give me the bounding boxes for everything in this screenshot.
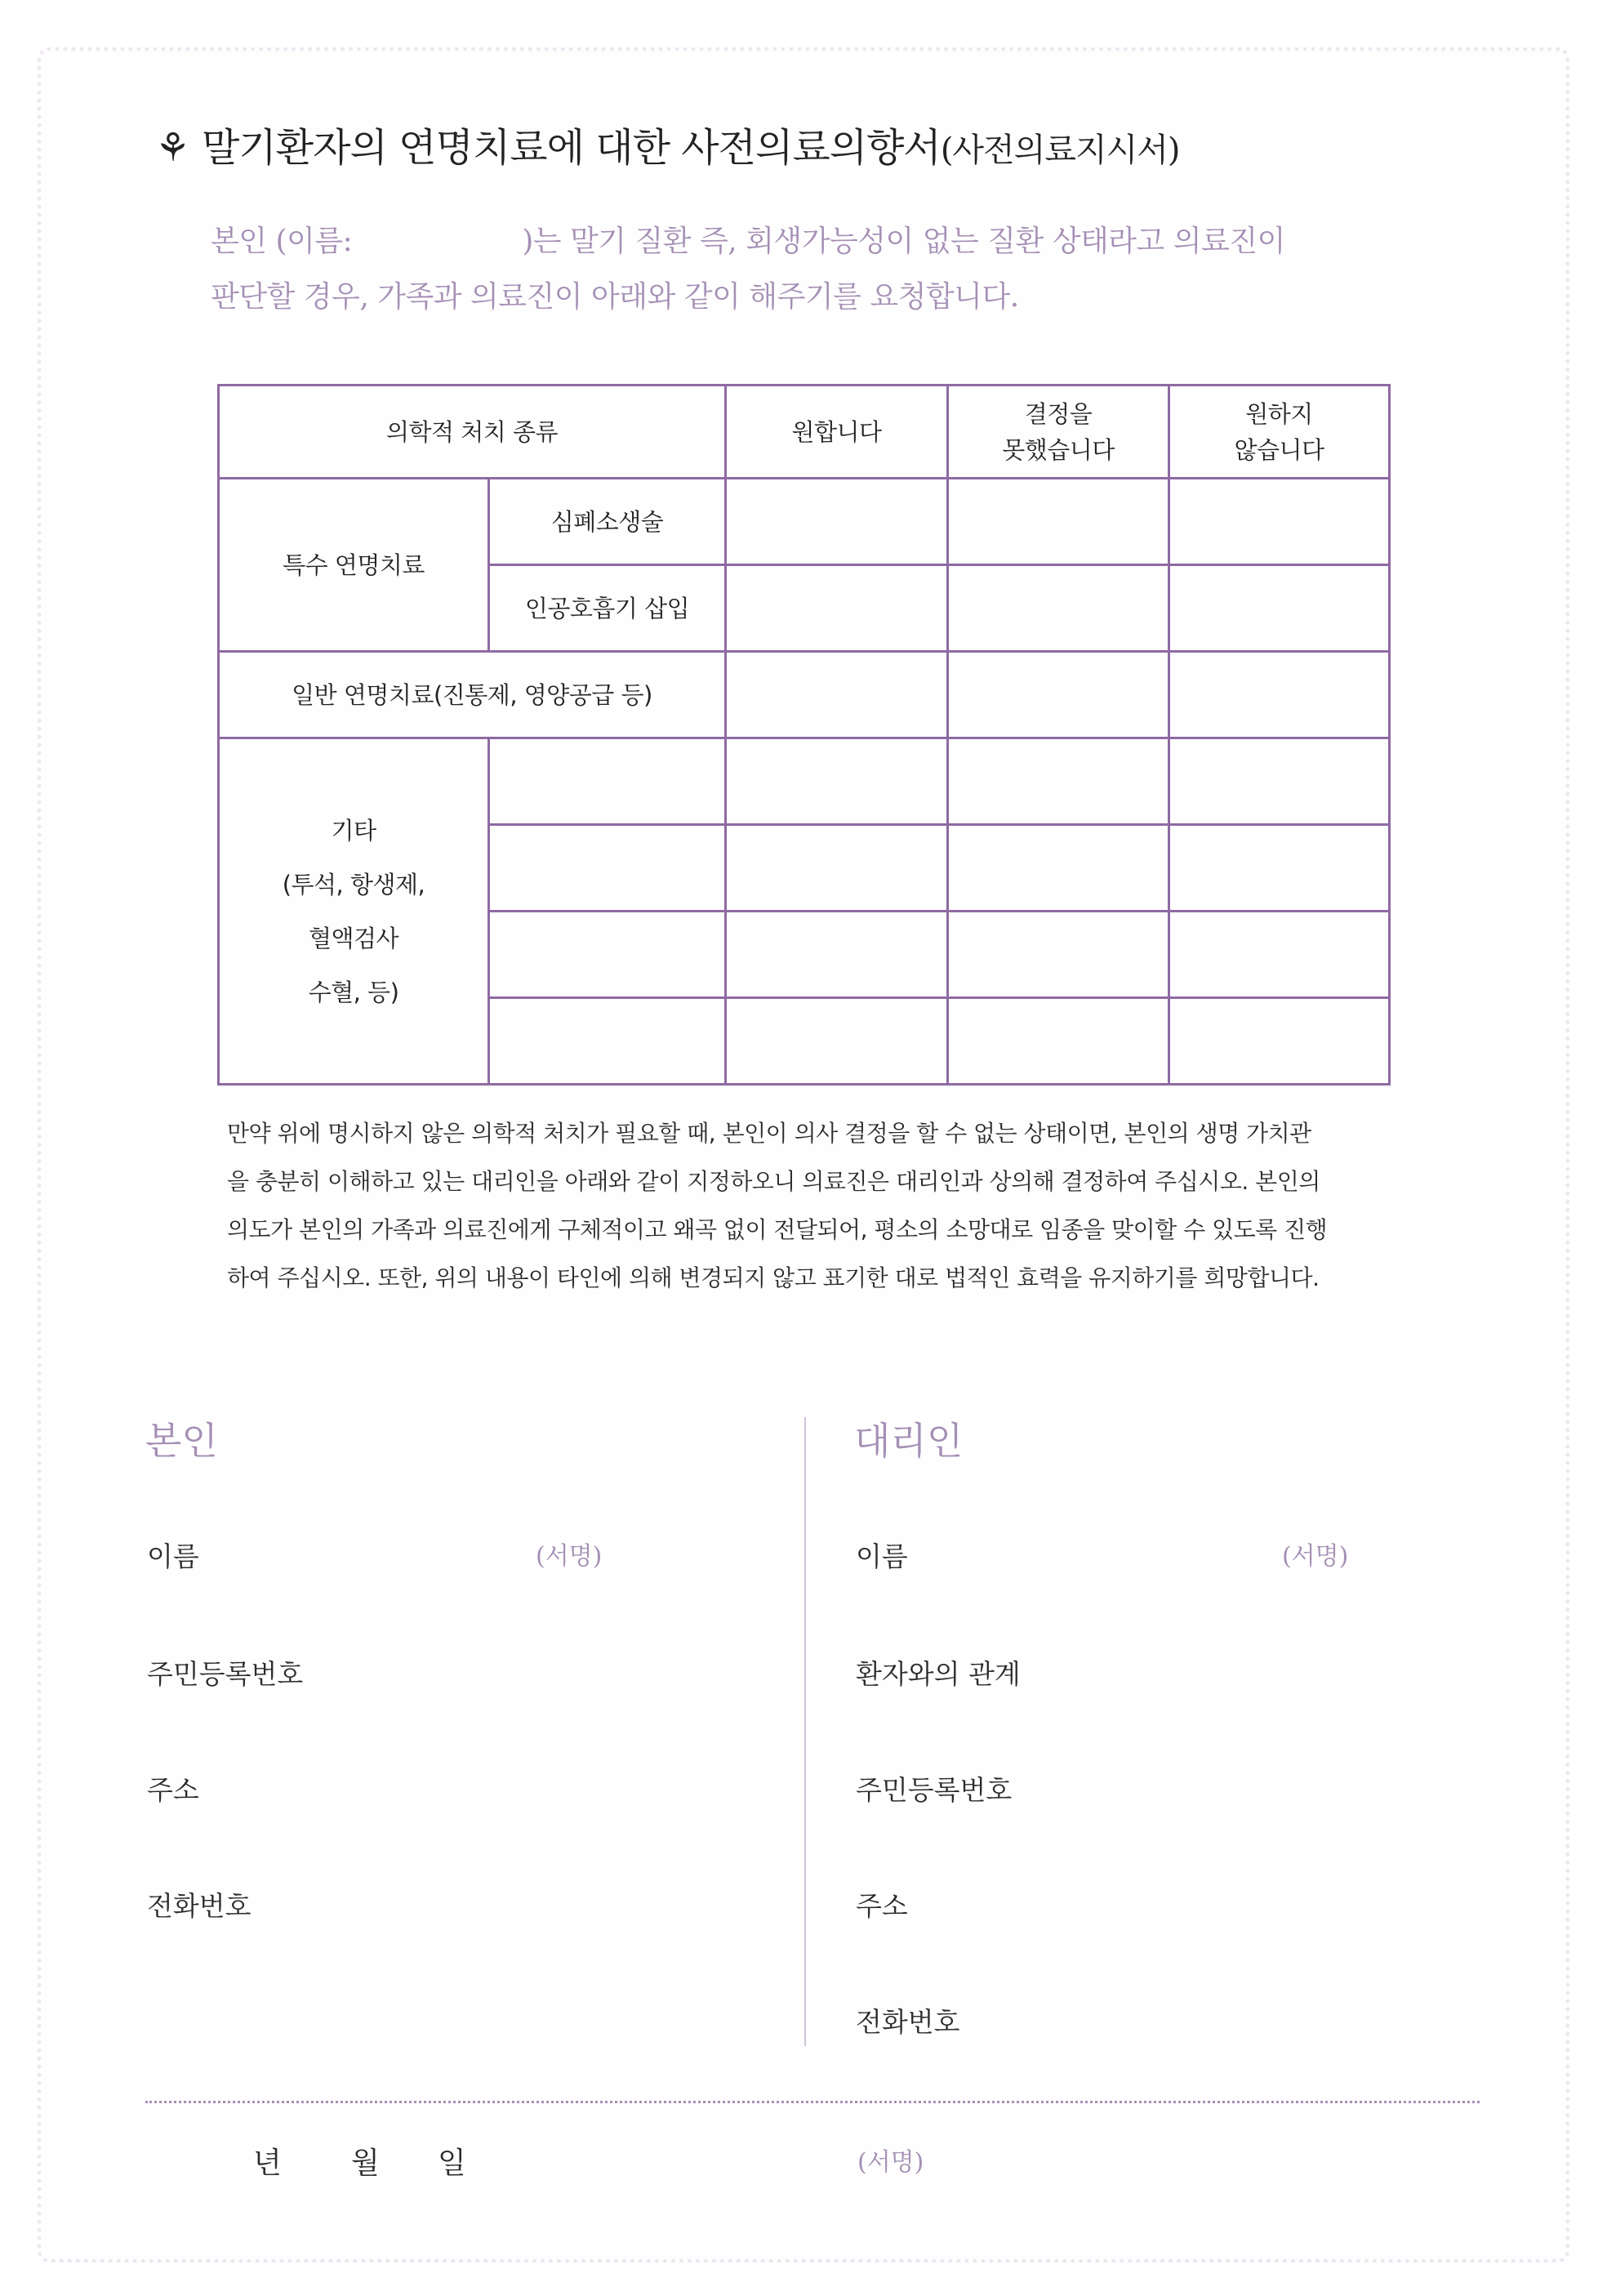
other-line-2: (투석, 항생제, <box>282 870 425 898</box>
other-want-cell[interactable] <box>726 998 948 1085</box>
date-month-label: 월 <box>351 2147 380 2180</box>
notice-line-4: 하여 주십시오. 또한, 위의 내용이 타인에 의해 변경되지 않고 표기한 대로 법적인 효력을 유지하기를 희망합니다. <box>227 1264 1320 1291</box>
self-resident-number-label: 주민등록번호 <box>147 1658 304 1690</box>
general-want-cell[interactable] <box>726 652 948 738</box>
other-line-1: 기타 <box>331 816 376 845</box>
special-treatment-group: 특수 연명치료 <box>219 479 489 652</box>
other-not-want-cell[interactable] <box>1169 998 1390 1085</box>
header-undecided <box>948 386 1169 479</box>
notice-line-2: 을 충분히 이해하고 있는 대리인을 아래와 같이 지정하오니 의료진은 대리인과 상의해 결정하여 주십시오. 본인의 <box>227 1168 1320 1195</box>
self-heading: 본인 <box>145 1419 218 1463</box>
other-treatment-group <box>219 738 489 1085</box>
title-sub: (사전의료지시서) <box>940 132 1180 169</box>
table-header-row <box>219 386 1390 479</box>
notice-line-1: 만약 위에 명시하지 않은 의학적 처치가 필요할 때, 본인이 의사 결정을 할 수 없는 상태이면, 본인의 생명 가치관 <box>227 1120 1311 1147</box>
header-want: 원합니다 <box>726 386 948 479</box>
general-undecided-cell[interactable] <box>948 652 1169 738</box>
date-day-label: 일 <box>438 2147 466 2180</box>
treatment-general: 일반 연명치료(진통제, 영양공급 등) <box>219 652 726 738</box>
header-treatment-type: 의학적 처치 종류 <box>219 386 726 479</box>
other-line-3: 혈액검사 <box>308 924 399 952</box>
other-line-4: 수혈, 등) <box>308 978 399 1006</box>
proxy-relation-label: 환자와의 관계 <box>856 1658 1021 1690</box>
proxy-resident-number-label: 주민등록번호 <box>856 1774 1013 1806</box>
title-main: 말기환자의 연명치료에 대한 사전의료의향서 <box>202 125 941 171</box>
proxy-sign-label: (서명) <box>1282 1542 1349 1571</box>
intro-line-2: 판단할 경우, 가족과 의료진이 아래와 같이 해주기를 요청합니다. <box>211 280 1019 314</box>
intro-line-1-rest: )는 말기 질환 즉, 회생가능성이 없는 질환 상태라고 의료진이 <box>522 225 1285 258</box>
table-row-general <box>219 652 1390 738</box>
other-item-cell[interactable] <box>489 738 726 825</box>
dotted-separator <box>145 2101 1480 2103</box>
proxy-address-label: 주소 <box>856 1890 908 1922</box>
section-divider <box>804 1417 806 2046</box>
ventilator-undecided-cell[interactable] <box>948 565 1169 652</box>
header-not-want-line-1: 원하지 <box>1245 399 1313 428</box>
other-undecided-cell[interactable] <box>948 912 1169 998</box>
other-item-cell[interactable] <box>489 825 726 912</box>
cpr-not-want-cell[interactable] <box>1169 479 1390 565</box>
table-row-other-1 <box>219 738 1390 825</box>
intro-name-label: 본인 (이름: <box>211 225 353 258</box>
other-want-cell[interactable] <box>726 825 948 912</box>
cpr-undecided-cell[interactable] <box>948 479 1169 565</box>
other-item-cell[interactable] <box>489 998 726 1085</box>
other-undecided-cell[interactable] <box>948 738 1169 825</box>
ventilator-not-want-cell[interactable] <box>1169 565 1390 652</box>
notice-line-3: 의도가 본인의 가족과 의료진에게 구체적이고 왜곡 없이 전달되어, 평소의 소망대로 임종을 맞이할 수 있도록 진행 <box>227 1216 1328 1243</box>
notice-paragraph <box>227 1109 1387 1302</box>
header-undecided-line-2: 못했습니다 <box>1002 435 1115 464</box>
proxy-phone-label: 전화번호 <box>856 2006 960 2038</box>
self-phone-label: 전화번호 <box>147 1890 252 1922</box>
other-not-want-cell[interactable] <box>1169 738 1390 825</box>
cpr-want-cell[interactable] <box>726 479 948 565</box>
proxy-heading: 대리인 <box>854 1419 964 1463</box>
treatment-table <box>217 384 1391 1086</box>
page-title <box>155 116 1180 172</box>
other-want-cell[interactable] <box>726 738 948 825</box>
ventilator-want-cell[interactable] <box>726 565 948 652</box>
self-sign-label: (서명) <box>536 1542 603 1571</box>
header-not-want <box>1169 386 1390 479</box>
footer-sign-label: (서명) <box>857 2148 924 2177</box>
other-want-cell[interactable] <box>726 912 948 998</box>
table-row-cpr <box>219 479 1390 565</box>
self-address-label: 주소 <box>147 1774 199 1806</box>
general-not-want-cell[interactable] <box>1169 652 1390 738</box>
other-undecided-cell[interactable] <box>948 998 1169 1085</box>
self-name-label: 이름 <box>147 1540 199 1572</box>
treatment-cpr: 심폐소생술 <box>489 479 726 565</box>
treatment-ventilator: 인공호흡기 삽입 <box>489 565 726 652</box>
other-undecided-cell[interactable] <box>948 825 1169 912</box>
other-not-want-cell[interactable] <box>1169 825 1390 912</box>
proxy-name-label: 이름 <box>856 1540 908 1572</box>
intro-paragraph <box>211 214 1387 325</box>
other-item-cell[interactable] <box>489 912 726 998</box>
other-not-want-cell[interactable] <box>1169 912 1390 998</box>
header-undecided-line-1: 결정을 <box>1024 399 1093 428</box>
intro-line-1 <box>211 214 1387 270</box>
date-year-label: 년 <box>253 2147 282 2180</box>
header-not-want-line-2: 않습니다 <box>1234 435 1324 464</box>
fleur-de-lis-icon: ⚘ <box>155 125 191 171</box>
